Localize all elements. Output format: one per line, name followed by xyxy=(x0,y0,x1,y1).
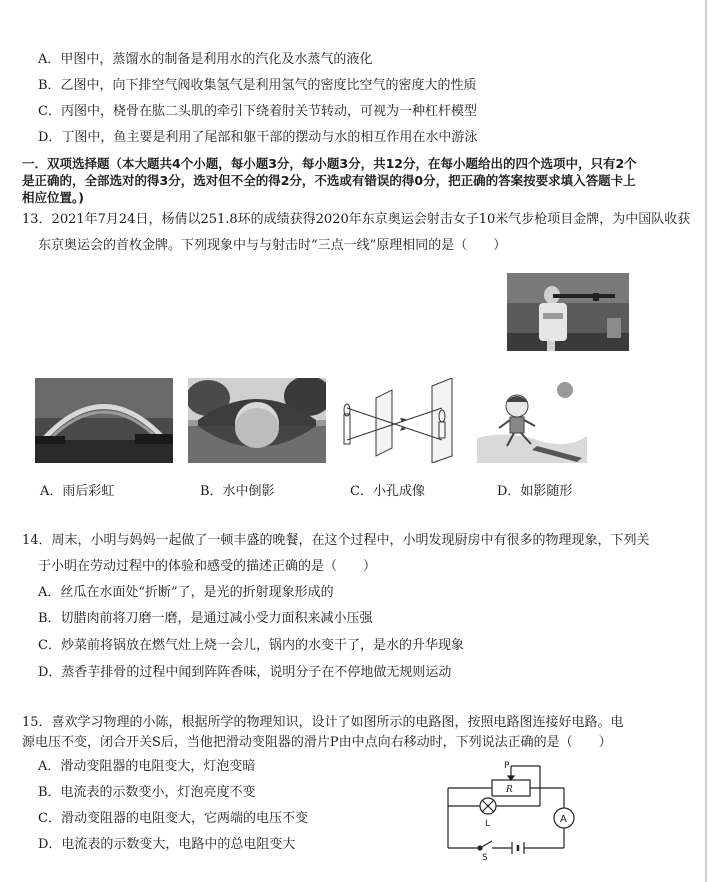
switch-label: S xyxy=(482,853,488,862)
q15-stem-line1: 15．喜欢学习物理的小陈，根据所学的物理知识，设计了如图所示的电路图，按照电路图连接好电路。电 xyxy=(22,715,624,730)
circuit-diagram xyxy=(440,758,580,862)
q13-stem-line2: 东京奥运会的首枚金牌。下列现象中与与射击时“三点一线”原理相同的是（ ） xyxy=(38,238,507,253)
ammeter-label: A xyxy=(560,814,567,825)
q13-option-b: B．水中倒影 xyxy=(200,484,275,499)
q15-option-c: C．滑动变阻器的电阻变大，它两端的电压不变 xyxy=(38,811,308,826)
rheostat-label: R xyxy=(506,785,513,795)
pinhole-imaging-diagram xyxy=(340,378,460,463)
shooter-photo xyxy=(507,273,629,351)
bridge-reflection-photo xyxy=(188,378,326,463)
lamp-label: L xyxy=(485,819,491,829)
q14-stem-line1: 14．周末，小明与妈妈一起做了一顿丰盛的晚餐，在这个过程中，小明发现厨房中有很多的物理现象，下列关 xyxy=(22,533,650,548)
q13-option-a: A．雨后彩虹 xyxy=(40,484,115,499)
slider-label: P xyxy=(504,761,510,771)
prev-option-a: A．甲图中，蒸馏水的制备是利用水的汽化及水蒸气的液化 xyxy=(38,52,373,67)
q14-option-b: B．切腊肉前将刀磨一磨，是通过减小受力面积来减小压强 xyxy=(38,611,373,626)
page-edge xyxy=(705,0,707,882)
q15-option-d: D．电流表的示数变大，电路中的总电阻变大 xyxy=(38,837,296,852)
q15-stem-line2: 源电压不变，闭合开关S后，当他把滑动变阻器的滑片P由中点向右移动时，下列说法正确的是（ ） xyxy=(22,735,612,750)
section-heading-line3: 相应位置。) xyxy=(22,190,84,205)
q15-option-a: A．滑动变阻器的电阻变大，灯泡变暗 xyxy=(38,759,256,774)
q14-option-d: D．蒸香芋排骨的过程中闻到阵阵香味，说明分子在不停地做无规则运动 xyxy=(38,665,452,680)
q14-option-c: C．炒菜前将锅放在燃气灶上烧一会儿，锅内的水变干了，是水的升华现象 xyxy=(38,638,464,653)
shadow-cartoon xyxy=(477,378,587,463)
q13-stem-line1: 13．2021年7月24日，杨倩以251.8环的成绩获得2020年东京奥运会射击女子10米气步枪项目金牌，为中国队收获 xyxy=(22,212,691,227)
prev-option-b: B．乙图中，向下排空气阀收集氢气是利用氢气的密度比空气的密度大的性质 xyxy=(38,78,477,93)
q15-option-b: B．电流表的示数变小，灯泡亮度不变 xyxy=(38,785,256,800)
q14-stem-line2: 于小明在劳动过程中的体验和感受的描述正确的是（ ） xyxy=(38,559,377,574)
q13-option-d: D．如影随形 xyxy=(497,484,573,499)
q13-option-c: C．小孔成像 xyxy=(350,484,425,499)
prev-option-c: C．丙图中，桡骨在肱二头肌的牵引下绕着肘关节转动，可视为一种杠杆模型 xyxy=(38,104,477,119)
prev-option-d: D．丁图中，鱼主要是利用了尾部和躯干部的摆动与水的相互作用在水中游泳 xyxy=(38,130,478,145)
section-heading-line2: 是正确的，全部选对的得3分，选对但不全的得2分，不选或有错误的得0分，把正确的答案按要求填入答题卡上 xyxy=(22,173,636,188)
rainbow-photo xyxy=(35,378,173,463)
section-heading-line1: 一．双项选择题（本大题共4个小题，每小题3分，每小题3分，共12分，在每小题给出的四个选项中，只有2个 xyxy=(22,156,637,171)
q14-option-a: A．丝瓜在水面处“折断”了，是光的折射现象形成的 xyxy=(38,585,334,600)
